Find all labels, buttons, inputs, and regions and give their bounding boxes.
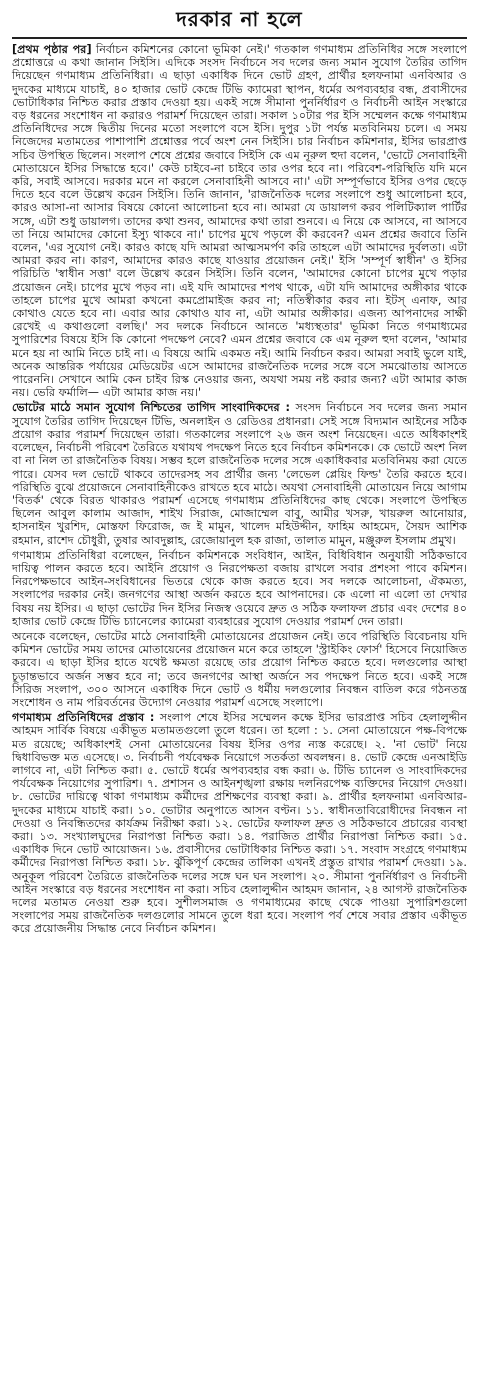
paragraph-1 [12, 43, 467, 399]
paragraph-text: সংলাপ শেষে ইসির সম্মেলন কক্ষে ইসির ভারপ্রাপ্ত সচিব হেলালুদ্দীন আহমদ সার্বিক বিষয়ে একীভূত মতামতগুলো তুলে ধরেন। তা হলো : ১. সেনা মোতায়েনে পক্ষ-বিপক্ষে মত রয়েছে; অধিকাংশই সেনা মোতায়েনের বিষয় ইসির ওপর ন্যস্ত করেছে। ২. 'না ভোট' নিয়ে দ্বিধাবিভক্ত মত এসেছে। ৩. নির্বাচনী পর্যবেক্ষক নিয়োগে সতর্কতা অবলম্বন। ৪. ভোট কেন্দ্রে এনআইডি লাগবে না, এটা নিশ্চিত করা। ৫. ভোটে ধর্মের অপব্যবহার বন্ধ করা। ৬. টিভি চ্যানেল ও সাংবাদিকদের পর্যবেক্ষক নিয়োগের সুপারিশ। ৭. প্রশাসন ও আইনশৃঙ্খলা রক্ষায় দলনিরপেক্ষ ব্যক্তিদের নিয়োগ দেওয়া। ৮. ভোটের দায়িত্বে থাকা গণমাধ্যম কর্মীদের প্রশিক্ষণের ব্যবস্থা করা। ৯. প্রার্থীর হলফনামা এনবিআর-দুদকের মাধ্যমে যাচাই করা। ১০. ভোটার অনুপাতে আসন বণ্টন। ১১. স্বাধীনতাবিরোধীদের নিবন্ধন না দেওয়া ও নিবন্ধিতদের কার্যক্রম নিরীক্ষা করা। ১২. ভোটের ফলাফল দ্রুত ও সঠিকভাবে প্রচারের ব্যবস্থা করা। ১৩. সংখ্যালঘুদের নিরাপত্তা নিশ্চিত করা। ১৪. পরাজিত প্রার্থীর নিরাপত্তা নিশ্চিত করা। ১৫. একাধিক দিনে ভোট আয়োজন। ১৬. প্রবাসীদের ভোটাধিকার নিশ্চিত করা। ১৭. সংবাদ সংগ্রহে গণমাধ্যম কর্মীদের নিরাপত্তা নিশ্চিত করা। ১৮. ঝুঁকিপূর্ণ কেন্দ্রের তালিকা এখনই প্রস্তুত রাখার পরামর্শ দেওয়া। ১৯. অনুকূল পরিবেশ তৈরিতে রাজনৈতিক দলের সঙ্গে ঘন ঘন সংলাপ। ২০. সীমানা পুনর্নির্ধারণ ও নির্বাচনী আইন সংস্কারে বড় ধরনের সংশোধন না করা। সচিব হেলালুদ্দীন আহমদ জানান, ২৪ আগস্ট রাজনৈতিক দলের মতামত নেওয়া শুরু হবে। সুশীলসমাজ ও গণমাধ্যমের কাছে থেকে পাওয়া সুপারিশগুলো সংলাপের সময় রাজনৈতিক দলগুলোর সামনে তুলে ধরা হবে। সংলাপ পর্ব শেষে সবার প্রস্তাব একীভূত করে প্রয়োজনীয় সিদ্ধান্ত নেবে নির্বাচন কমিশন। [12, 711, 467, 936]
paragraph-text: নির্বাচন কমিশনের কোনো ভূমিকা নেই।' গতকাল গণমাধ্যম প্রতিনিধির সঙ্গে সংলাপে প্রশ্নোত্তরে এ কথা জানান সিইসি। এদিকে সংসদ নির্বাচনে সব দলের জন্য সমান সুযোগ তৈরির তাগিদ দিয়েছেন গণমাধ্যম প্রতিনিধিরা। এ ছাড়া একাধিক দিনে ভোট গ্রহণ, প্রার্থীর হলফনামা এনবিআর ও দুদকের মাধ্যমে যাচাই, ৪০ হাজার ভোট কেন্দ্রে টিভি ক্যামেরা স্থাপন, ধর্মের অপব্যবহার বন্ধ, প্রবাসীদের ভোটাধিকার নিশ্চিত করার প্রস্তাব দেওয়া হয়। একই সঙ্গে সীমানা পুনর্নির্ধারণ ও নির্বাচনী আইন সংস্কারে বড় ধরনের সংশোধন না করারও পরামর্শ দিয়েছেন তারা। সকাল ১০টার পর ইসি সম্মেলন কক্ষে গণমাধ্যম প্রতিনিধিদের সঙ্গে দ্বিতীয় দিনের মতো সংলাপে বসে ইসি। দুপুর ১টা পর্যন্ত মতবিনিময় চলে। এ সময় নিজেদের মতামতের পাশাপাশি প্রশ্নোত্তর পর্বে অংশ নেন সিইসি। চার নির্বাচন কমিশনার, ইসির ভারপ্রাপ্ত সচিব উপস্থিত ছিলেন। সংলাপ শেষে প্রশ্নের জবাবে সিইসি কে এম নূরুল হুদা বলেন, 'ভোটে সেনাবাহিনী মোতায়েনে ইসির সিদ্ধান্তে হবে।' কেউ চাইবে-না চাইবে তার ওপর হবে না। পরিবেশ-পরিস্থিতি যদি মনে করি, সবাই আসবে। দরকার মনে না করলে সেনাবাহিনী আসবে না।' এটা সম্পূর্ণভাবে ইসির ওপর ছেড়ে দিতে হবে বলে উল্লেখ করেন সিইসি। তিনি জানান, 'রাজনৈতিক দলের সংলাপে শুধু আলোচনা হবে, কারও আসা-না আসার বিষয়ে কোনো আলোচনা হবে না। আমরা যে ডায়ালগ করব পলিটিক্যাল পার্টির সঙ্গে, এটা শুধু ডায়ালগ। তাদের কথা শুনব, আমাদের কথা তারা শুনবে। এ নিয়ে কে আসবে, না আসবে তা নিয়ে আমাদের কোনো ইস্যু থাকবে না।' চাপের মুখে পড়লে কী করবেন? এমন প্রশ্নের জবাবে তিনি বলেন, 'এর সুযোগ নেই। কারও কাছে যদি আমরা আত্মসমর্পণ করি তাহলে এটা আমাদের দুর্বলতা। এটা আমরা করব না। কারণ, আমাদের কারও কাছে যাওয়ার প্রয়োজন নেই।' ইসি 'সম্পূর্ণ স্বাধীন' ও ইসির পরিচিতি 'স্বাধীন সত্তা' বলে উল্লেখ করেন সিইসি। তিনি বলেন, 'আমাদের কোনো চাপের মুখে পড়ার প্রয়োজন নেই। চাপের মুখে পড়ব না। এই যদি আমাদের শপথ থাকে, এটা যদি আমাদের অঙ্গীকার থাকে তাহলে চাপের মুখে আমরা কখনো কমপ্রোমাইজ করব না; নতিস্বীকার করব না। ইটস্ এনাফ, আর কোথাও যেতে হবে না। এবার আর কোথাও যাব না, এটা আমার অঙ্গীকার। এজন্য আপনাদের সাক্ষী রেখেই এ কথাগুলো বলছি।' সব দলকে নির্বাচনে আনতে 'মধ্যস্থতার' ভূমিকা নিতে গণমাধ্যমের সুপারিশের বিষয়ে ইসি কি কোনো পদক্ষেপ নেবে? এমন প্রশ্নের জবাবে কে এম নূরুল হুদা বলেন, 'আমার মনে হয় না আমি নিতে চাই না। এ বিষয়ে আমি একমত নই। আমি নির্বাচন করব। আমরা সবাই ভুলে যাই, অনেক আন্তরিক পর্যায়ের মেডিয়েটর এসে আমাদের রাজনৈতিক দলের সঙ্গে বসে সমঝোতায় আসতে পারেননি। সেখানে আমি কেন চাইব রিস্ক নেওয়ার জন্য, অযথা সময় নষ্ট করার জন্য? এটা আমার কাজ নয়। ভেরি ফর্মালি— এটা আমার কাজ নয়।' [12, 43, 467, 400]
paragraph-3 [12, 549, 467, 628]
headline: দরকার না হলে [176, 7, 303, 31]
paragraph-lead: [প্রথম পৃষ্ঠার পর] [12, 43, 92, 56]
paragraph-lead: গণমাধ্যম প্রতিনিধিদের প্রস্তাব : [12, 711, 155, 725]
paragraph-2 [12, 401, 467, 546]
paragraph-text: সংসদ নির্বাচনে সব দলের জন্য সমান সুযোগ তৈরির তাগিদ দিয়েছেন টিভি, অনলাইন ও রেডিওর প্রধানরা। সেই সঙ্গে বিদ্যমান আইনের সঠিক প্রয়োগ করার পরামর্শ দিয়েছেন তারা। গতকালের সংলাপে ২৬ জন অংশ নিয়েছেন। এতে অধিকাংশই বলেছেন, নির্বাচনী পরিবেশ তৈরিতে যথাযথ পদক্ষেপ নিতে হবে নির্বাচন কমিশনকে। কে ভোটে অংশ নিল বা না নিল তা রাজনৈতিক বিষয়। সম্ভব হলে রাজনৈতিক দলের সঙ্গে একাধিকবার মতবিনিময় করা যেতে পারে। যেসব দল ভোটে থাকবে তাদেরসহ সব প্রার্থীর জন্য 'লেভেল প্লেয়িং ফিল্ড' তৈরি করতে হবে। পরিস্থিতি বুঝে প্রয়োজনে সেনাবাহিনীকেও রাখতে হবে মাঠে। অযথা সেনাবাহিনী মোতায়েন নিয়ে আগাম 'বিতর্ক' থেকে বিরত থাকারও পরামর্শ এসেছে গণমাধ্যম প্রতিনিধিদের কাছ থেকে। সংলাপে উপস্থিত ছিলেন আবুল কালাম আজাদ, শাইখ সিরাজ, মোজাম্মেল বাবু, আমীর খসরু, খায়রুল আনোয়ার, হাসনাইন খুরশিদ, মোস্তফা ফিরোজ, জ ই মামুন, খালেদ মহিউদ্দীন, ফাহিম আহমেদ, সৈয়দ আশিক রহমান, রাশেদ চৌধুরী, তুষার আবদুল্লাহ, রেজোয়ানুল হক রাজা, তালাত মামুন, মঞ্জুরুল ইসলাম প্রমুখ। [12, 401, 467, 547]
headline-divider [12, 37, 467, 39]
paragraph-text: গণমাধ্যম প্রতিনিধিরা বলেছেন, নির্বাচন কমিশনকে সংবিধান, আইন, বিধিবিধান অনুযায়ী সঠিকভাবে দায়িত্ব পালন করতে হবে। আইনি প্রয়োগ ও নিরপেক্ষতা বজায় রাখলে সবার প্রশংসা পাবে কমিশন। নিরপেক্ষভাবে আইন-সংবিধানের ভিতরে থেকে কাজ করতে হবে। সব দলকে আলোচনা, ঐকমত্য, সংলাপের দরকার নেই। জনগণের আস্থা অর্জন করতে হবে আপনাদের। কে এলো না এলো তা দেখার বিষয় নয় ইসির। এ ছাড়া ভোটের দিন ইসির নিজস্ব ওয়েবে দ্রুত ও সঠিক ফলাফল প্রচার এবং দেশের ৪০ হাজার ভোট কেন্দ্রে টিভি চ্যানেলের ক্যামেরা ব্যবহারের সুযোগ দেওয়ার পরামর্শ দেন তারা। [12, 548, 467, 628]
paragraph-lead: ভোটের মাঠে সমান সুযোগ নিশ্চিতের তাগিদ সাংবাদিকদের : [12, 401, 290, 415]
paragraph-text: অনেকে বলেছেন, ভোটের মাঠে সেনাবাহিনী মোতায়েনের প্রয়োজন নেই। তবে পরিস্থিতি বিবেচনায় যদি কমিশন ভোটের সময় তাদের মোতায়েনের প্রয়োজন মনে করে তাহলে 'স্ট্রাইকিং ফোর্স' হিসেবে নিয়োজিত করবে। এ ছাড়া ইসির হাতে যথেষ্ট ক্ষমতা রয়েছে তার প্রয়োগ নিশ্চিত করতে হবে। দলগুলোর আস্থা চূড়ান্তভাবে অর্জন সম্ভব হবে না; তবে জনগণের আস্থা অর্জনে সব পদক্ষেপ নিতে হবে। একই সঙ্গে সিরিজ সংলাপ, ৩০০ আসনে একাধিক দিনে ভোট ও ধর্মীয় দলগুলোর নিবন্ধন বাতিল করে গঠনতন্ত্র সংশোধন ও নাম পরিবর্তনের উদ্যোগ নেওয়ার পরামর্শ এসেছে সংলাপে। [12, 629, 467, 709]
paragraph-4 [12, 630, 467, 709]
paragraph-5 [12, 711, 467, 935]
